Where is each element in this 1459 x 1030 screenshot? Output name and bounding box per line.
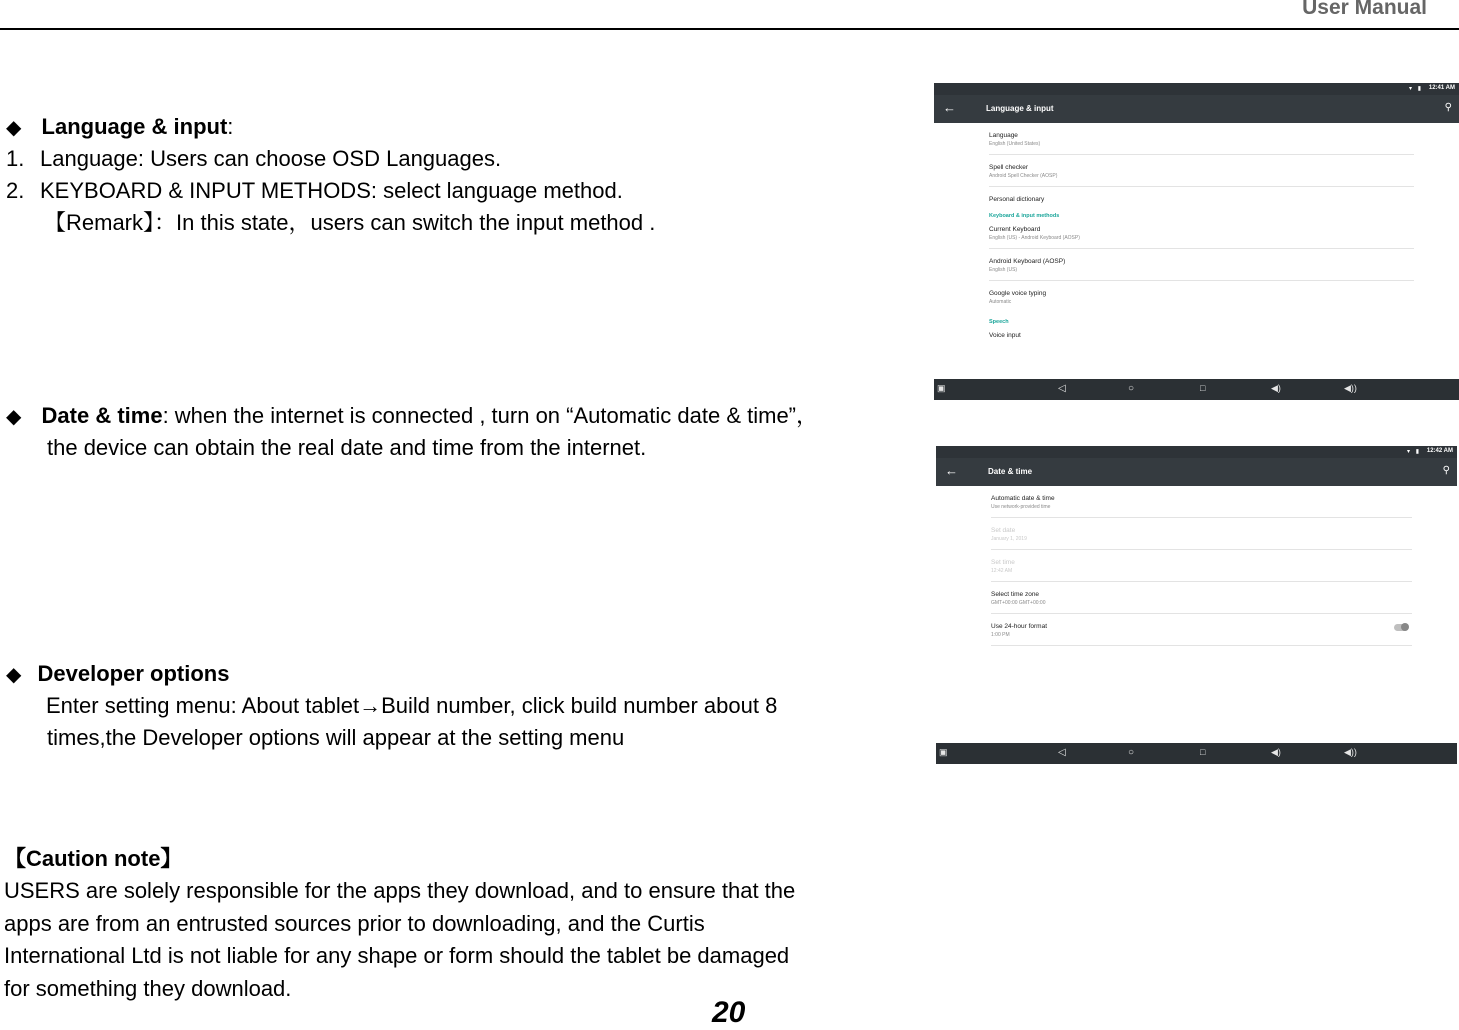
language-remark: 【Remark】：In this state，users can switch the input method . bbox=[44, 210, 656, 235]
header-rule bbox=[0, 28, 1459, 30]
list-item[interactable]: Language English (United States) bbox=[989, 123, 1414, 155]
status-icons: ▾ ▮ bbox=[1407, 449, 1421, 455]
list-item[interactable]: Voice input bbox=[989, 332, 1021, 339]
developer-heading-line bbox=[6, 658, 229, 691]
datetime-heading-line: ◆ Date & time: when the internet is connected , turn on “Automatic date & time”， bbox=[6, 403, 819, 428]
list-item[interactable]: Select time zone GMT+00:00 GMT+00:00 bbox=[991, 582, 1412, 614]
developer-line-1: Enter setting menu: About tablet→Build number, click build number about 8 bbox=[46, 693, 778, 718]
app-bar-title: Language & input bbox=[986, 104, 1054, 113]
datetime-heading: Date & time bbox=[41, 403, 163, 428]
app-bar bbox=[936, 458, 1457, 486]
volume-up-icon[interactable]: ◀)) bbox=[1344, 747, 1357, 757]
toggle-switch[interactable] bbox=[1394, 624, 1408, 631]
nav-back-icon[interactable]: ◁ bbox=[1058, 383, 1066, 394]
list-item[interactable]: Android Keyboard (AOSP) English (US) bbox=[989, 249, 1414, 281]
developer-line-2: times,the Developer options will appear at the setting menu bbox=[47, 725, 625, 750]
status-time: 12:42 AM bbox=[1426, 448, 1453, 454]
nav-home-icon[interactable]: ○ bbox=[1128, 383, 1135, 394]
settings-list bbox=[989, 123, 1414, 346]
search-icon[interactable]: ⚲ bbox=[1442, 465, 1450, 476]
list-item[interactable]: Spell checker Android Spell Checker (AOSP) bbox=[989, 155, 1414, 187]
search-icon[interactable]: ⚲ bbox=[1444, 102, 1452, 113]
nav-recents-icon[interactable]: □ bbox=[1200, 747, 1206, 757]
category-header: Speech bbox=[989, 319, 1009, 325]
language-heading: Language & input bbox=[41, 114, 228, 139]
status-time: 12:41 AM bbox=[1428, 85, 1455, 91]
language-item-2: 2. KEYBOARD & INPUT METHODS: select language method. bbox=[6, 178, 623, 203]
caution-line-3: International Ltd is not liable for any shape or form should the tablet be damaged bbox=[4, 943, 790, 968]
camera-icon[interactable]: ▣ bbox=[937, 383, 946, 393]
volume-down-icon[interactable]: ◀) bbox=[1271, 383, 1281, 393]
nav-bar bbox=[934, 379, 1459, 400]
nav-recents-icon[interactable]: □ bbox=[1200, 383, 1206, 393]
settings-list bbox=[991, 486, 1412, 646]
nav-bar bbox=[936, 743, 1457, 764]
back-arrow-icon[interactable]: ← bbox=[945, 463, 958, 478]
category-header: Keyboard & input methods bbox=[989, 213, 1060, 219]
list-item[interactable]: Use 24-hour format 1:00 PM bbox=[991, 614, 1412, 646]
screenshot-language-input bbox=[934, 83, 1459, 400]
list-item[interactable]: Personal dictionary bbox=[989, 196, 1045, 203]
language-item-1: 1. Language: Users can choose OSD Languages. bbox=[6, 146, 502, 171]
diamond-bullet-icon: ◆ bbox=[6, 406, 22, 428]
caution-line-1: USERS are solely responsible for the apps they download, and to ensure that the bbox=[4, 878, 796, 903]
list-item: Set date January 1, 2019 bbox=[991, 518, 1412, 550]
app-bar bbox=[934, 95, 1459, 123]
app-bar-title: Date & time bbox=[988, 467, 1033, 476]
nav-home-icon[interactable]: ○ bbox=[1128, 747, 1135, 758]
status-bar bbox=[936, 446, 1457, 458]
status-bar bbox=[934, 83, 1459, 95]
developer-heading: Developer options bbox=[37, 661, 230, 686]
diamond-bullet-icon: ◆ bbox=[6, 664, 22, 686]
page-number: 20 bbox=[712, 996, 746, 1029]
status-icons: ▾ ▮ bbox=[1409, 86, 1423, 92]
list-item: Set time 12:42 AM bbox=[991, 550, 1412, 582]
list-item[interactable]: Current Keyboard English (US) - Android Keyboard (AOSP) bbox=[989, 221, 1414, 249]
language-heading-line: ◆ Language & input: bbox=[6, 114, 234, 139]
caution-heading: 【Caution note】 bbox=[4, 846, 183, 871]
volume-up-icon[interactable]: ◀)) bbox=[1344, 383, 1357, 393]
back-arrow-icon[interactable]: ← bbox=[943, 100, 956, 115]
list-item[interactable]: Automatic date & time Use network-provided time bbox=[991, 486, 1412, 518]
camera-icon[interactable]: ▣ bbox=[939, 747, 948, 757]
volume-down-icon[interactable]: ◀) bbox=[1271, 747, 1281, 757]
datetime-line-2: the device can obtain the real date and time from the internet. bbox=[47, 435, 647, 460]
header-title: User Manual bbox=[1302, 0, 1427, 19]
caution-line-4: for something they download. bbox=[4, 976, 292, 1001]
caution-line-2: apps are from an entrusted sources prior to downloading, and the Curtis bbox=[4, 911, 705, 936]
list-item[interactable]: Google voice typing Automatic bbox=[989, 290, 1047, 305]
nav-back-icon[interactable]: ◁ bbox=[1058, 747, 1066, 758]
diamond-bullet-icon: ◆ bbox=[6, 117, 22, 139]
screenshot-date-time bbox=[936, 446, 1457, 764]
